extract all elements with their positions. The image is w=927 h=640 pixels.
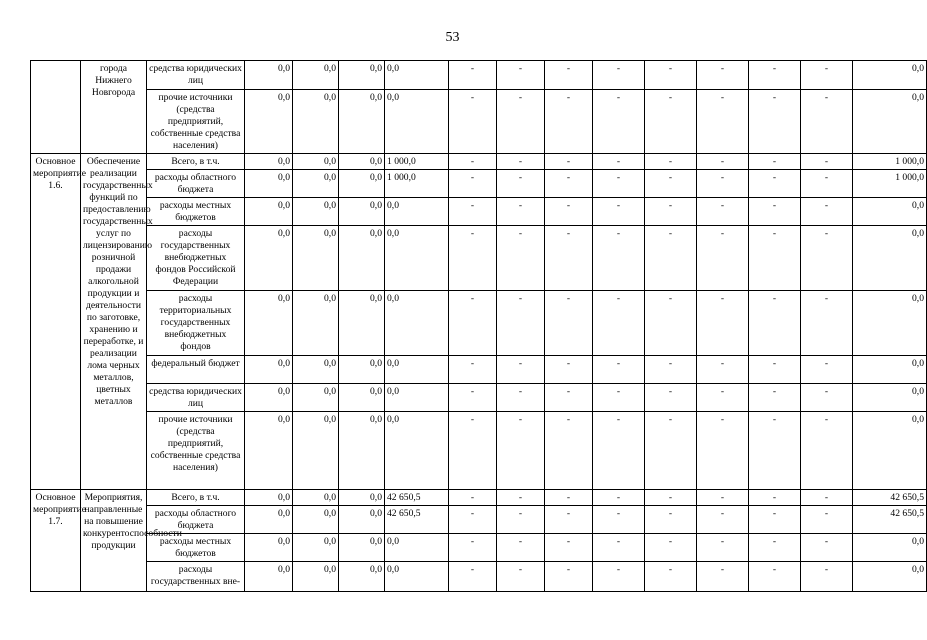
empty-value-cell: - [801,61,853,90]
amount-cell: 0,0 [293,170,339,198]
empty-value-cell: - [449,170,497,198]
amount-cell: 0,0 [245,412,293,490]
table-row [31,384,927,412]
empty-value-cell: - [801,198,853,226]
table-row [31,562,927,592]
total-amount-cell: 0,0 [853,291,927,356]
empty-value-cell: - [749,356,801,384]
total-amount-cell: 0,0 [853,562,927,592]
funding-source-cell: средства юридических лиц [147,384,245,412]
empty-value-cell: - [645,154,697,170]
empty-value-cell: - [497,198,545,226]
empty-value-cell: - [497,170,545,198]
activity-name-cell: Мероприятия, направленные на повышение конкурентоспособности продукции [81,490,147,592]
empty-value-cell: - [801,506,853,534]
amount-cell: 0,0 [385,356,449,384]
empty-value-cell: - [697,226,749,291]
total-amount-cell: 42 650,5 [853,506,927,534]
empty-value-cell: - [697,490,749,506]
amount-cell: 0,0 [245,562,293,592]
table-row [31,198,927,226]
empty-value-cell: - [697,384,749,412]
empty-value-cell: - [593,384,645,412]
empty-value-cell: - [749,291,801,356]
empty-value-cell: - [449,356,497,384]
amount-cell: 0,0 [385,226,449,291]
empty-value-cell: - [449,90,497,154]
funding-source-cell: Всего, в т.ч. [147,490,245,506]
table-row [31,412,927,490]
amount-cell: 0,0 [293,356,339,384]
total-amount-cell: 1 000,0 [853,170,927,198]
activity-name-cell: города Нижнего Новгорода [81,61,147,154]
total-amount-cell: 0,0 [853,412,927,490]
empty-value-cell: - [697,154,749,170]
empty-value-cell: - [801,384,853,412]
empty-value-cell: - [497,154,545,170]
empty-value-cell: - [497,226,545,291]
table-row [31,356,927,384]
funding-source-cell: расходы государственных внебюджетных фондов Российской Федерации [147,226,245,291]
amount-cell: 0,0 [293,506,339,534]
amount-cell: 0,0 [293,154,339,170]
empty-value-cell: - [697,412,749,490]
amount-cell: 0,0 [339,291,385,356]
amount-cell: 0,0 [245,291,293,356]
amount-cell: 0,0 [245,384,293,412]
empty-value-cell: - [801,562,853,592]
empty-value-cell: - [449,291,497,356]
total-amount-cell: 0,0 [853,90,927,154]
amount-cell: 0,0 [339,154,385,170]
funding-source-cell: расходы территориальных государственных внебюджетных фондов [147,291,245,356]
table-row [31,226,927,291]
empty-value-cell: - [545,90,593,154]
total-amount-cell: 42 650,5 [853,490,927,506]
amount-cell: 0,0 [245,198,293,226]
empty-value-cell: - [497,562,545,592]
activity-code-cell [31,61,81,154]
amount-cell: 0,0 [385,198,449,226]
empty-value-cell: - [749,534,801,562]
empty-value-cell: - [645,291,697,356]
amount-cell: 0,0 [293,226,339,291]
activity-code-cell: Основное мероприятие 1.6. [31,154,81,490]
empty-value-cell: - [697,198,749,226]
empty-value-cell: - [497,534,545,562]
amount-cell: 0,0 [385,61,449,90]
empty-value-cell: - [593,198,645,226]
funding-source-cell: расходы государственных вне- [147,562,245,592]
empty-value-cell: - [497,506,545,534]
empty-value-cell: - [749,154,801,170]
empty-value-cell: - [593,291,645,356]
empty-value-cell: - [545,226,593,291]
amount-cell: 0,0 [339,226,385,291]
empty-value-cell: - [497,412,545,490]
empty-value-cell: - [749,226,801,291]
empty-value-cell: - [749,562,801,592]
empty-value-cell: - [545,356,593,384]
empty-value-cell: - [801,226,853,291]
empty-value-cell: - [593,61,645,90]
amount-cell: 0,0 [245,90,293,154]
empty-value-cell: - [593,226,645,291]
empty-value-cell: - [449,198,497,226]
empty-value-cell: - [645,170,697,198]
amount-cell: 42 650,5 [385,490,449,506]
amount-cell: 0,0 [293,384,339,412]
amount-cell: 0,0 [293,534,339,562]
empty-value-cell: - [545,291,593,356]
empty-value-cell: - [545,198,593,226]
empty-value-cell: - [749,506,801,534]
empty-value-cell: - [645,490,697,506]
table-row [31,291,927,356]
empty-value-cell: - [749,170,801,198]
empty-value-cell: - [645,412,697,490]
empty-value-cell: - [697,356,749,384]
funding-source-cell: расходы областного бюджета [147,506,245,534]
funding-source-cell: прочие источники (средства предприятий, собственные средства населения) [147,412,245,490]
amount-cell: 0,0 [245,534,293,562]
empty-value-cell: - [749,61,801,90]
empty-value-cell: - [593,154,645,170]
total-amount-cell: 0,0 [853,384,927,412]
amount-cell: 0,0 [245,154,293,170]
funding-source-cell: расходы местных бюджетов [147,534,245,562]
empty-value-cell: - [645,534,697,562]
empty-value-cell: - [545,154,593,170]
funding-source-cell: расходы областного бюджета [147,170,245,198]
empty-value-cell: - [801,412,853,490]
amount-cell: 0,0 [385,412,449,490]
empty-value-cell: - [593,356,645,384]
table-row [31,90,927,154]
empty-value-cell: - [749,90,801,154]
empty-value-cell: - [749,198,801,226]
empty-value-cell: - [801,490,853,506]
amount-cell: 0,0 [245,61,293,90]
empty-value-cell: - [697,61,749,90]
empty-value-cell: - [449,490,497,506]
empty-value-cell: - [545,490,593,506]
empty-value-cell: - [593,534,645,562]
amount-cell: 0,0 [245,356,293,384]
table-row [31,170,927,198]
total-amount-cell: 0,0 [853,61,927,90]
empty-value-cell: - [497,490,545,506]
amount-cell: 0,0 [293,90,339,154]
amount-cell: 0,0 [385,384,449,412]
amount-cell: 0,0 [245,490,293,506]
empty-value-cell: - [645,384,697,412]
funding-source-cell: прочие источники (средства предприятий, собственные средства населения) [147,90,245,154]
empty-value-cell: - [645,198,697,226]
empty-value-cell: - [449,412,497,490]
amount-cell: 0,0 [385,562,449,592]
empty-value-cell: - [497,356,545,384]
total-amount-cell: 0,0 [853,534,927,562]
total-amount-cell: 0,0 [853,226,927,291]
empty-value-cell: - [749,384,801,412]
empty-value-cell: - [545,412,593,490]
total-amount-cell: 0,0 [853,198,927,226]
empty-value-cell: - [545,61,593,90]
empty-value-cell: - [497,61,545,90]
empty-value-cell: - [697,90,749,154]
empty-value-cell: - [449,562,497,592]
empty-value-cell: - [697,170,749,198]
empty-value-cell: - [449,154,497,170]
empty-value-cell: - [545,562,593,592]
empty-value-cell: - [801,534,853,562]
empty-value-cell: - [697,562,749,592]
empty-value-cell: - [545,506,593,534]
table-row [31,154,927,170]
empty-value-cell: - [645,90,697,154]
amount-cell: 0,0 [385,534,449,562]
empty-value-cell: - [645,506,697,534]
amount-cell: 0,0 [245,506,293,534]
amount-cell: 0,0 [339,384,385,412]
funding-source-cell: Всего, в т.ч. [147,154,245,170]
amount-cell: 0,0 [293,61,339,90]
amount-cell: 0,0 [245,170,293,198]
empty-value-cell: - [545,534,593,562]
budget-table [30,60,927,592]
page-number: 53 [445,30,460,45]
empty-value-cell: - [697,291,749,356]
funding-source-cell: расходы местных бюджетов [147,198,245,226]
total-amount-cell: 1 000,0 [853,154,927,170]
empty-value-cell: - [801,356,853,384]
empty-value-cell: - [593,506,645,534]
empty-value-cell: - [593,90,645,154]
empty-value-cell: - [593,562,645,592]
empty-value-cell: - [749,412,801,490]
empty-value-cell: - [593,490,645,506]
amount-cell: 0,0 [245,226,293,291]
amount-cell: 0,0 [339,506,385,534]
amount-cell: 0,0 [339,61,385,90]
table-row [31,490,927,506]
table-row [31,61,927,90]
empty-value-cell: - [749,490,801,506]
amount-cell: 0,0 [385,90,449,154]
amount-cell: 0,0 [339,562,385,592]
empty-value-cell: - [801,170,853,198]
empty-value-cell: - [593,412,645,490]
empty-value-cell: - [497,384,545,412]
empty-value-cell: - [497,291,545,356]
amount-cell: 0,0 [385,291,449,356]
empty-value-cell: - [449,534,497,562]
amount-cell: 0,0 [339,534,385,562]
funding-source-cell: федеральный бюджет [147,356,245,384]
amount-cell: 1 000,0 [385,154,449,170]
amount-cell: 0,0 [293,198,339,226]
empty-value-cell: - [449,506,497,534]
amount-cell: 0,0 [339,90,385,154]
amount-cell: 0,0 [339,198,385,226]
amount-cell: 0,0 [339,490,385,506]
funding-source-cell: средства юридических лиц [147,61,245,90]
total-amount-cell: 0,0 [853,356,927,384]
empty-value-cell: - [645,356,697,384]
amount-cell: 0,0 [293,562,339,592]
table-row [31,534,927,562]
amount-cell: 0,0 [339,170,385,198]
empty-value-cell: - [645,562,697,592]
empty-value-cell: - [645,61,697,90]
empty-value-cell: - [697,506,749,534]
empty-value-cell: - [449,384,497,412]
empty-value-cell: - [449,226,497,291]
amount-cell: 0,0 [339,356,385,384]
activity-name-cell: Обеспечение реализации государственных функций по предоставлению государственных услуг по лицензированию розничной продажи алкогольной продукции и деятельности по заготовке, хранению и переработке, и реализации лома черных металлов, цветных металлов [81,154,147,490]
amount-cell: 0,0 [293,490,339,506]
empty-value-cell: - [593,170,645,198]
empty-value-cell: - [801,291,853,356]
amount-cell: 1 000,0 [385,170,449,198]
amount-cell: 0,0 [339,412,385,490]
table-body [31,61,927,592]
empty-value-cell: - [801,154,853,170]
empty-value-cell: - [545,170,593,198]
empty-value-cell: - [497,90,545,154]
amount-cell: 0,0 [293,291,339,356]
empty-value-cell: - [449,61,497,90]
empty-value-cell: - [645,226,697,291]
empty-value-cell: - [801,90,853,154]
empty-value-cell: - [545,384,593,412]
empty-value-cell: - [697,534,749,562]
amount-cell: 0,0 [293,412,339,490]
amount-cell: 42 650,5 [385,506,449,534]
activity-code-cell: Основное мероприятие 1.7. [31,490,81,592]
